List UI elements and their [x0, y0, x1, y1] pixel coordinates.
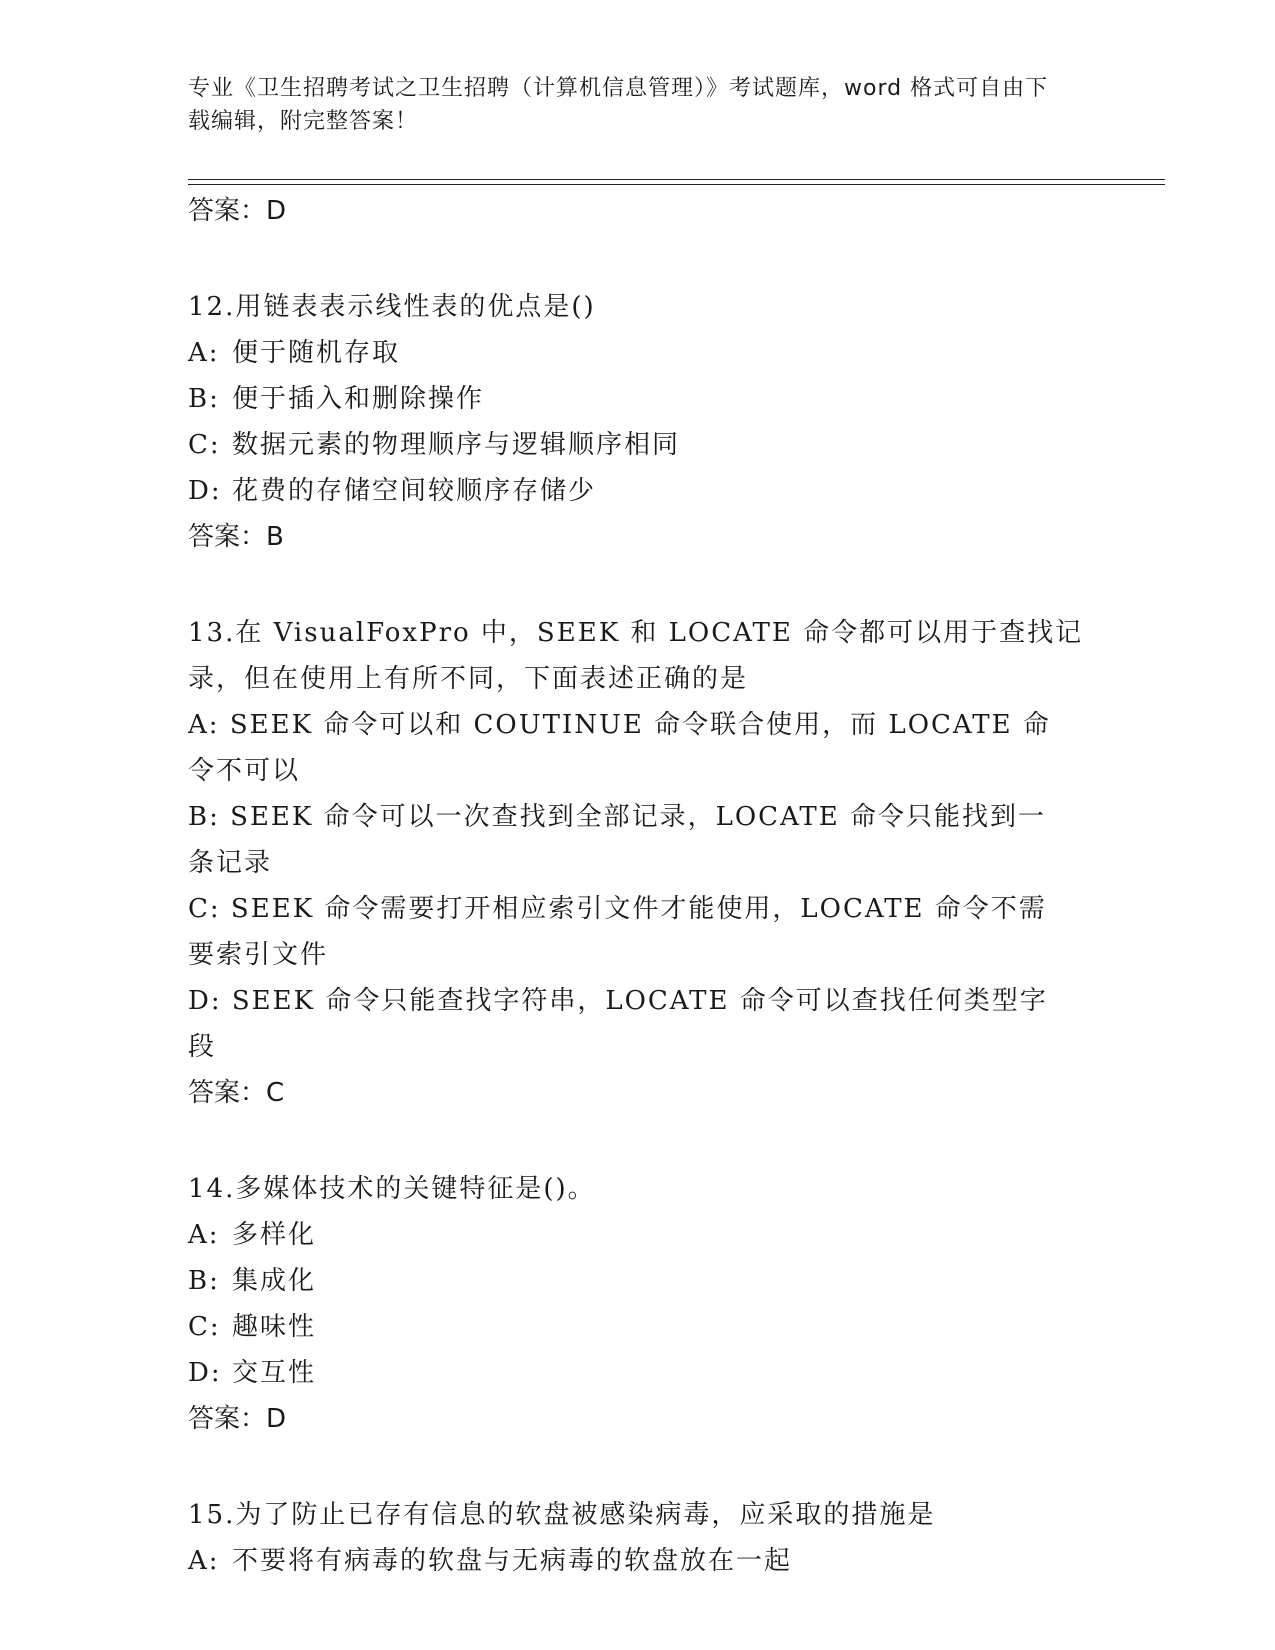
question-15	[188, 1492, 1088, 1584]
option-b	[188, 1258, 1088, 1304]
option-letter: B:	[188, 1266, 220, 1296]
option-text: 便于随机存取	[232, 338, 401, 368]
question-stem: 14.多媒体技术的关键特征是()。	[188, 1174, 596, 1204]
option-b	[188, 376, 1088, 422]
answer-line: 答案：B	[188, 522, 284, 552]
question-12	[188, 284, 1088, 560]
option-text: 不要将有病毒的软盘与无病毒的软盘放在一起	[232, 1546, 793, 1576]
option-d	[188, 978, 1058, 1070]
option-text: SEEK 命令可以和 COUTINUE 命令联合使用，而 LOCATE 命令不可以	[188, 710, 1051, 786]
option-text: 交互性	[232, 1358, 317, 1388]
option-letter: D:	[188, 476, 222, 506]
option-text: 数据元素的物理顺序与逻辑顺序相同	[232, 430, 681, 460]
option-letter: C:	[188, 430, 221, 460]
answer-line: 答案：D	[188, 1404, 287, 1434]
option-letter: C:	[188, 894, 221, 924]
option-d	[188, 468, 1088, 514]
question-stem: 15.为了防止已存有信息的软盘被感染病毒，应采取的措施是	[188, 1500, 936, 1530]
answer-line: 答案：D	[188, 196, 287, 226]
option-text: 多样化	[232, 1220, 317, 1250]
question-14	[188, 1166, 1088, 1442]
option-a	[188, 702, 1058, 794]
option-letter: A:	[188, 1546, 220, 1576]
option-a	[188, 330, 1088, 376]
option-text: 便于插入和删除操作	[232, 384, 485, 414]
option-letter: C:	[188, 1312, 221, 1342]
option-c	[188, 422, 1088, 468]
option-letter: A:	[188, 338, 220, 368]
option-text: SEEK 命令需要打开相应索引文件才能使用，LOCATE 命令不需要索引文件	[188, 894, 1047, 970]
question-stem: 12.用链表表示线性表的优点是()	[188, 292, 596, 322]
option-letter: B:	[188, 802, 220, 832]
option-text: 花费的存储空间较顺序存储少	[232, 476, 597, 506]
document-body	[188, 188, 1088, 1584]
option-a	[188, 1212, 1088, 1258]
document-header: 专业《卫生招聘考试之卫生招聘（计算机信息管理）》考试题库，word 格式可自由下载编辑，附完整答案！	[188, 76, 1049, 134]
option-letter: D:	[188, 1358, 222, 1388]
option-text: 集成化	[232, 1266, 317, 1296]
question-stem: 13.在 VisualFoxPro 中，SEEK 和 LOCATE 命令都可以用于查找记录，但在使用上有所不同，下面表述正确的是	[188, 618, 1084, 694]
option-c	[188, 1304, 1088, 1350]
option-letter: A:	[188, 1220, 220, 1250]
header-rule-top	[188, 179, 1165, 180]
option-letter: D:	[188, 986, 222, 1016]
option-d	[188, 1350, 1088, 1396]
option-c	[188, 886, 1058, 978]
option-text: 趣味性	[232, 1312, 317, 1342]
option-b	[188, 794, 1058, 886]
answer-line: 答案：C	[188, 1078, 285, 1108]
option-text: SEEK 命令只能查找字符串，LOCATE 命令可以查找任何类型字段	[188, 986, 1048, 1062]
question-13	[188, 610, 1088, 1116]
option-text: SEEK 命令可以一次查找到全部记录，LOCATE 命令只能找到一条记录	[188, 802, 1047, 878]
header-rule-bottom	[188, 184, 1165, 185]
option-letter: A:	[188, 710, 220, 740]
option-a	[188, 1538, 1088, 1584]
option-letter: B:	[188, 384, 220, 414]
